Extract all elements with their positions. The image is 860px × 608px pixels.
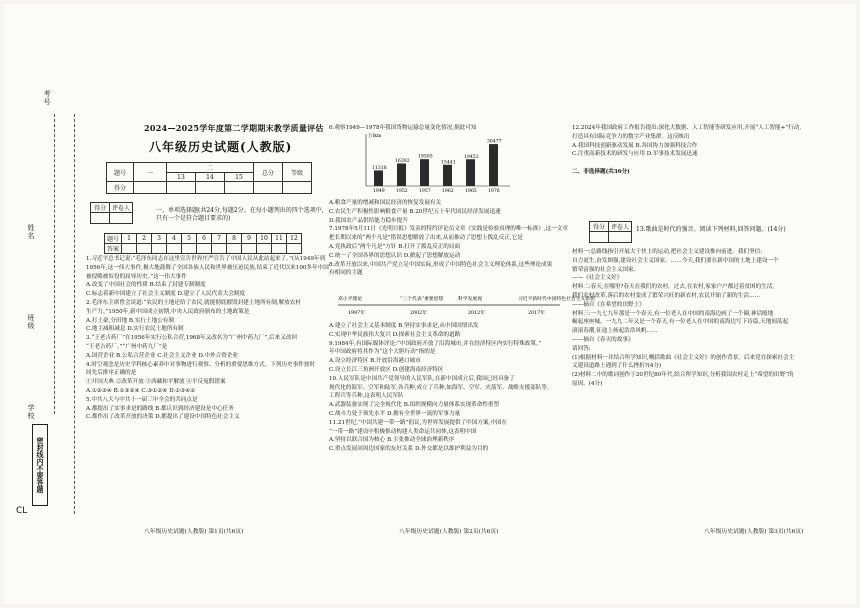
q13-stem: 13.歌曲是时代的强音。阅读下列材料,回答问题。(14分) [636,226,786,233]
y-axis-label: 万tkm [368,134,382,139]
grader-cell[interactable] [110,213,133,224]
question-line: A.武器装备实现了完全现代化 B.组织规模向力量体系实现革命性重塑 [329,402,500,409]
grader-table-2 [589,221,632,243]
question-line: “王老吉药厂。”“广州中药九厂”是 [86,343,168,350]
margin-kaohao: 考号 [43,90,51,106]
bar [420,159,429,186]
answer-cell[interactable] [152,244,167,254]
q6-stem: 6.观察1949—1978年我国货物运输总量变化情况,据此可知 [329,125,477,131]
timeline-label: 习近平新时代中国特色社会主义思想 [518,297,595,302]
question-line: ——《社会主义好》 [572,275,623,282]
grader2-score-label: 得分 [590,222,609,232]
score-cell[interactable] [134,182,167,194]
question-line: (1)根据材料一并结合所学知识,概括歌曲《社会主义好》的创作背景。后来党在探索社会主 [572,354,795,361]
score-label-s: 得分 [107,182,134,194]
cl-mark: CL [16,506,28,516]
question-line: A.坚持以联合国为核心 B.主张推动全球治理新秩序 [329,437,455,444]
score-cell[interactable] [225,182,254,194]
question-line: 材料三:一九七九年那是一个春天,有一位老人在中国的南海边画了一个圈,神话般地 [572,310,774,317]
bar [489,144,498,186]
question-line: 材料一:总路线指引开展大干快上的运动,把社会主义建设推向前进。我们坚信: [572,249,763,255]
question-line: 原因。(4分) [572,380,603,387]
question-line: A.设立经济特区 B.开放沿海港口城市 [329,358,421,365]
question-line: 现代化的海军、空军和陆军,各兵种,成立了兵种,如海军、空军、火箭军、战略支援部队等。 [329,384,553,391]
question-line: A.国营企业 B.公私合营企业 C.社会主义企业 D.中外合资企业 [86,352,239,359]
question-line: 1956年,这一伟大事件,极大地鼓舞了全国各族人民和世界被压迫民族,结束了近代以来100多年中国 [86,264,329,271]
question-line: 8.改革开放以来,中国共产党立足中国实际,形成了中国特色社会主义理论体系,这些理论成果 [329,261,553,268]
question-line: 生产力。”1950年,新中国成立初期,中央人民政府颁布的土地政策是 [86,308,250,315]
timeline-label: 邓小平理论 [338,297,362,302]
answer-cell[interactable] [137,244,152,254]
score-cell[interactable] [254,182,283,194]
question-line: A.①②③④ B.①③②④ C.③①②④ D.①③④② [86,387,196,394]
grader-label: 评卷人 [110,203,133,213]
question-line: C.农民生产积极性影响粮食产量 B.20世纪五十年代国民经济发展迅速 [329,208,501,215]
question-line: 9.1984年,有国际媒体评论:“中国政府开放了沿海城市,并在经济特区内实行特殊政策。” [329,340,542,347]
question-line: 11.21世纪,“中国共建一带一路”倡议,为世界发展提供了中国方案,中国在 [329,419,508,426]
question-line: 2.毛泽东主席曾会谈道:“农民的土地还给了农民,就能彻底摧毁封建土地所有制,解放农村 [86,299,302,306]
question-line: C.标志着新中国建立了社会主义制度 D.建立了人民代表大会制度 [86,291,246,298]
column-page-3-b [572,248,834,389]
x-tick-label: 1949 [373,189,385,194]
question-line: C.设立长江三角洲开放区 D.创建海南经济特区 [329,366,444,373]
timeline-year: 2017年 [528,311,546,316]
question-line: 12.2024年我国政府工作报告提出:深化大数据、人工智能等研发应用,开展“人工智能+”行动, [572,125,802,131]
question-line: 繁荣富强的社会主义国家。 [572,266,640,273]
question-line: D.我国农产品供给能力稳步提升 [329,217,408,224]
question-line: 滚滚春潮,征途上扬起浩浩风帆…… [572,328,658,335]
question-line: 10.人民军队是中国共产党领导的人民军队,在新中国成立后,我国已经具备了 [329,375,515,382]
exam-title: 八年级历史试题(人教版) [149,140,293,154]
question-line: (2)材料二中的歌词创作于20世纪80年代,结合所学知识,分析我国农村走上“希望的田野”的 [572,372,794,379]
question-line: 7.1978年5月11日《光明日报》发表的特约评论员文章《实践是检验真理的唯一标准》,这一文章 [329,226,568,233]
question-line: 把长期以来的“两个凡是”错误思想解放了出来,从而推动了思想上拨乱反正,它是 [329,235,523,242]
x-tick-label: 1978 [488,189,500,194]
bar [466,159,475,186]
answer-cell[interactable] [257,244,272,254]
timeline-label: “三个代表”重要思想 [400,297,444,302]
grader-score-label: 得分 [91,203,110,213]
exam-year: 2024—2025学年度第二学期期末教学质量评估 [144,123,324,133]
question-line: 有相同的主题 [329,270,363,277]
footer-page-3: 八年级历史试题(人教版) 第3页(共6页) [704,529,804,535]
score-table [106,162,312,194]
x-tick-label: 1962 [442,189,454,194]
grader-table [90,202,133,224]
answer-number: 7 [212,234,227,244]
bar-value-label: 30477 [487,139,502,145]
question-line: 被侵略被奴役的屈辱历史。”这一伟大事件 [86,273,187,280]
answer-number: 12 [287,234,302,244]
answer-cell[interactable] [242,244,257,254]
score-col-2: 二 [167,163,254,173]
question-line: C.注重高新技术的研发与应用 D.军事技术发展迅速 [572,151,698,158]
question-line: A.打土豪,分田地 B.实行土地公有制 [86,317,174,324]
binding-margin [14,90,84,534]
answer-cell[interactable] [287,244,302,254]
score-cell[interactable] [196,182,225,194]
question-line: A.建立了社会主义基本制度 B.坚持实事求是,从中国国情出发 [329,323,479,329]
question-line: ——摘自《春天的故事》 [572,336,634,343]
bar-value-label: 15441 [441,160,456,166]
margin-xuexiao: 学校 [27,404,35,420]
exam-sheet [4,4,856,604]
answer-number: 8 [227,234,242,244]
question-line: 崛起座座城。一九九二年又是一个春天,有一位老人在中国的南海边写下诗篇,天地间荡起 [572,319,789,326]
grader2-cell[interactable] [609,232,632,243]
x-tick-label: 1952 [396,189,408,194]
question-line: 请回答: [572,345,591,352]
grader2-label: 评卷人 [609,222,632,232]
answer-label: 答案 [105,244,122,254]
answer-number: 4 [167,234,182,244]
question-line: 间先后排序正确的是 [86,370,137,377]
binding-dashed-line-2 [74,114,75,514]
grader2-cell[interactable] [590,232,609,243]
score-sub-14: 14 [196,173,225,182]
question-line: 工程兵等兵种,这表明人民军队 [329,393,404,400]
question-line: 我们农村改革,落后的农村变成了繁荣兴旺的新农村,农民开始了新的生活…… [572,292,761,299]
question-line: 1.习近平总书记说:“毛泽东同志在这里宣告世界庄严宣告了中国人民从此站起来了。”(从1949年到 [86,256,326,262]
question-line: C.地主减租减息 D.实行农民土地所有制 [86,326,184,333]
answer-number: 5 [182,234,197,244]
question-line: A.党执政后“两个凡是”方针 B.打开了拨乱反正的局面 [329,243,461,250]
x-tick-label: 1957 [419,189,431,194]
score-cell[interactable] [167,182,196,194]
seal-box: 密封线内不要答题 [32,424,48,506]
question-line: ——摘自《在希望的田野上》 [572,301,645,308]
section-2-title: 二、非选择题(共36分) [572,169,630,175]
bar [397,163,406,186]
answer-cell[interactable] [182,244,197,254]
column-page-3-a [572,124,834,159]
answer-number: 6 [197,234,212,244]
score-sub-15: 15 [225,173,254,182]
answer-cell[interactable] [272,244,287,254]
column-page-1 [86,255,329,422]
answer-cell[interactable] [122,244,137,254]
question-line: 4.时空观念是历史学科核心素养中对事物进行观察、分析的重要思维方式。下列历史事件按时 [86,361,316,368]
question-line: 打造具有国际竞争力的数字产业集群。这反映出 [572,133,690,140]
answer-number: 1 [122,234,137,244]
question-line: 自力更生,奋发图强,建设社会主义国家。……今天,我们要在新中国的土地上建设一个 [572,257,779,264]
x-tick-label: 1965 [465,189,477,194]
bar-value-label: 11318 [372,165,387,171]
question-line: A.我国科技创新驱动发展 B.各国协力加强科技合作 [572,142,698,149]
answer-table [104,233,302,254]
answer-cell[interactable] [212,244,227,254]
question-line: C.统一了全国各界的思想认识 D.掀起了思想解放运动 [329,252,461,259]
question-line: 3.“王老吉药厂”在1956年实行公私合营,1968年又改名为“广州中药九厂”,后来又改回 [86,335,298,342]
column-page-2-b [329,322,569,454]
section-1-title: 一、单项选择题(共24分,每题2分。在每小题列出的四个选项中,只有一个是符合题目要求的) [156,207,324,222]
answer-number: 3 [152,234,167,244]
bar-value-label: 16392 [395,158,410,164]
question-line: A.都提出了实事求是的路线 B.都认识到经济建设是中心任务 [86,405,234,412]
question-line: A.改变了中国社会的性质 B.结束了封建专制制度 [86,282,206,289]
footer-page-1: 八年级历史试题(人教版) 第1页(共6页) [144,529,244,535]
bar-value-label: 19505 [418,154,433,160]
timeline-year: 2012年 [468,311,486,316]
answer-cell[interactable] [227,244,242,254]
score-cell[interactable] [283,182,312,194]
grader-cell[interactable] [91,213,110,224]
bar [374,170,383,186]
score-label-q: 题号 [107,163,134,182]
answer-number: 11 [272,234,287,244]
question-line: 5.中共八大与中共十一届三中全会的共同点是 [86,396,198,403]
binding-dashed-line [54,114,55,414]
question-line: 年中国政府将其作为“这个大胆行动”指的是 [329,349,436,356]
answer-number: 9 [242,234,257,244]
question-line: C.战斗力处于领先水平 D.拥有全世界一流的军事力量 [329,410,461,417]
margin-xingming: 姓名 [27,224,35,240]
question-line: C.重点发展同周边国家的友好关系 D.外交都是以维护利益为目的 [329,446,489,453]
freight-bar-chart [342,130,512,196]
answer-number: 2 [137,234,152,244]
bar-value-label: 19453 [464,154,479,160]
bar [443,165,452,186]
answer-cell[interactable] [167,244,182,254]
question-line: 义建设道路上遇到了什么挫折?(4分) [572,363,662,370]
answer-cell[interactable] [197,244,212,254]
margin-banji: 班级 [27,314,35,330]
score-sub-13: 13 [167,173,196,182]
question-line: C.都作出了改革开放的决策 D.都提出了建设中国特色社会主义 [86,414,240,421]
question-line: ①开国大典 ②改革开放 ③西藏和平解放 ④平反冤假错案 [86,379,226,386]
answer-number-label: 题号 [105,234,122,244]
question-line: C.实现中华民族伟大复兴 D.探索社会主义革命的道路 [329,331,461,338]
timeline-label: 科学发展观 [458,297,482,302]
question-line: “一带一路”建设中积极推动构建人类命运共同体,这表明中国 [329,428,477,435]
score-col-1: 一 [134,163,167,182]
timeline-year: 2002年 [410,311,428,316]
question-line: A.粮食产量的增减和国民经济的恢复发展有关 [329,200,442,206]
theory-timeline [334,292,595,320]
question-line: 材料二:春天,在哪里?春天在我们的农村。过去,在农村,家家户户都过着贫困的生活, [572,284,775,291]
footer-page-2: 八年级历史试题(人教版) 第2页(共6页) [399,529,499,535]
score-col-total: 总分 [254,163,283,182]
score-col-grade: 等级 [283,163,312,182]
answer-number: 10 [257,234,272,244]
timeline-year: 1997年 [348,311,366,316]
column-page-2-a [329,199,569,278]
